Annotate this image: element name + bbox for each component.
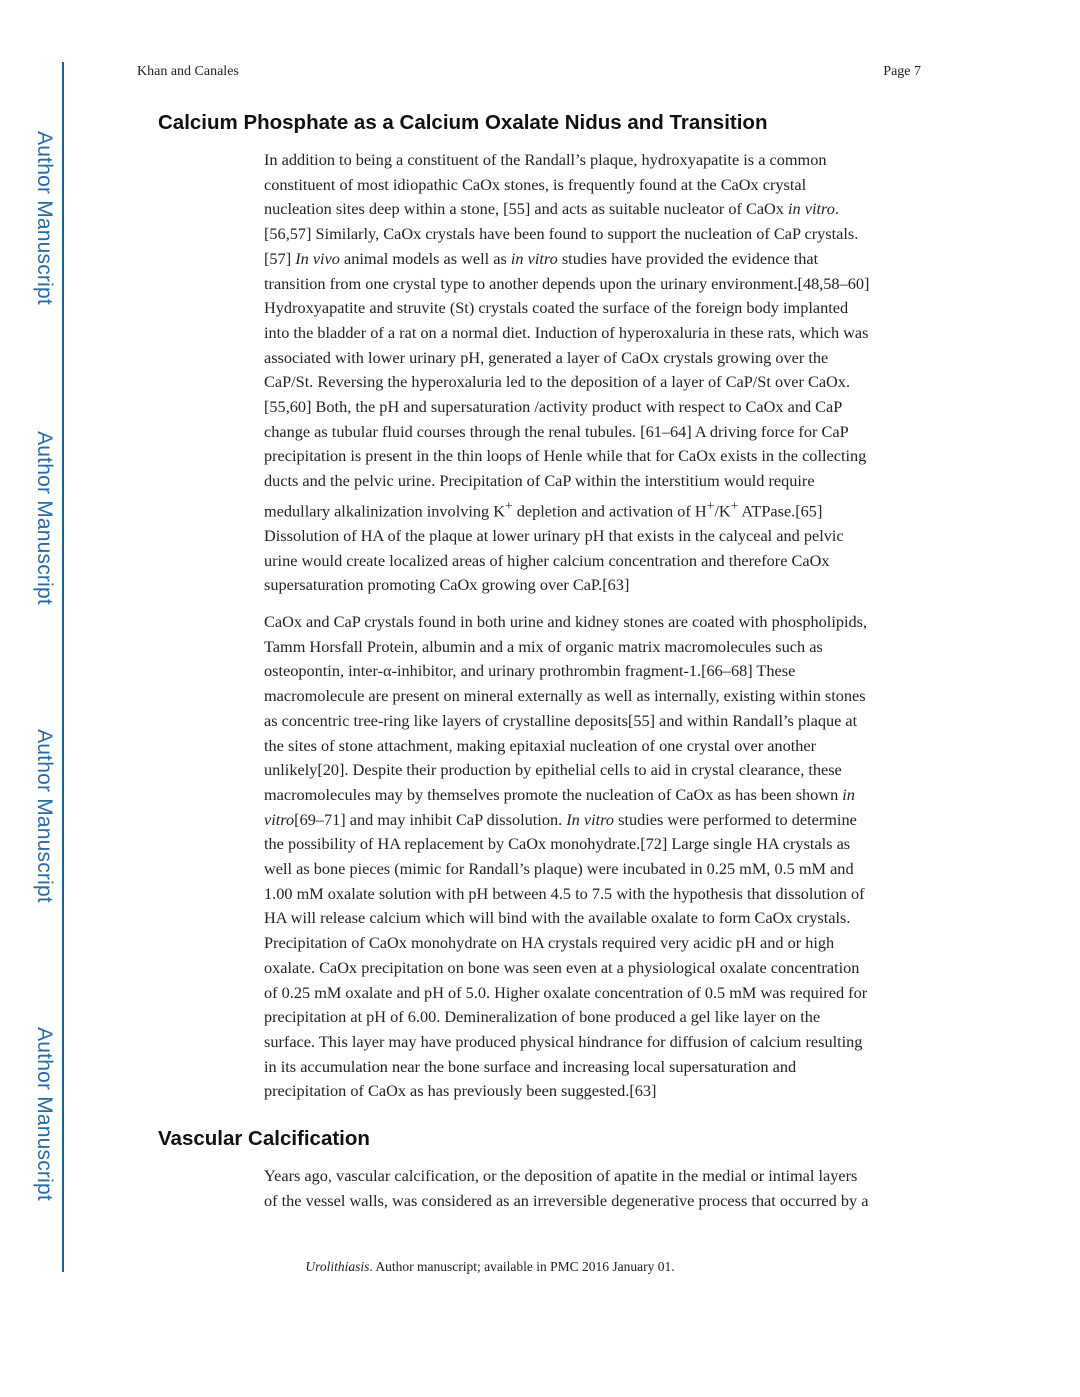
text-line: In addition to being a constituent of the Randall’s plaque, hydroxyapatite is a common: [264, 150, 827, 169]
text-line: macromolecules may by themselves promote the nucleation of CaOx as has been shown in: [264, 784, 855, 804]
text-line: CaP/St. Reversing the hyperoxaluria led to the deposition of a layer of CaP/St over CaOx.: [264, 372, 851, 392]
text-line: precipitation is present in the thin loops of Henle while that for CaOx exists in the collecting: [264, 446, 867, 466]
footer-text: . Author manuscript; available in PMC 2016 January 01.: [369, 1259, 675, 1274]
text-line: Tamm Horsfall Protein, albumin and a mix of organic matrix macromolecules such as: [264, 636, 823, 656]
text-line: [57] In vivo animal models as well as in vitro studies have provided the evidence that: [264, 248, 819, 268]
text-line: nucleation sites deep within a stone, [55] and acts as suitable nucleator of CaOx in vitro.: [264, 199, 839, 219]
text-line: HA will release calcium which will bind with the available oxalate to form CaOx crystals.: [264, 908, 851, 928]
footer-citation: [0, 1259, 980, 1275]
text-line: macromolecule are present on mineral externally as well as internally, existing within stones: [264, 686, 866, 706]
text-line: Hydroxyapatite and struvite (St) crystals coated the surface of the foreign body implanted: [264, 298, 849, 318]
text-line: [55,60] Both, the pH and supersaturation /activity product with respect to CaOx and CaP: [264, 397, 843, 417]
running-head-authors: Khan and Canales: [137, 64, 239, 79]
text-line: [56,57] Similarly, CaOx crystals have been found to support the nucleation of CaP crystals.: [264, 224, 859, 244]
text-line: supersaturation promoting CaOx growing over CaP.[63]: [264, 575, 630, 595]
text-line: of 0.25 mM oxalate and pH of 5.0. Higher oxalate concentration of 0.5 mM was required for: [264, 982, 868, 1002]
text-line: unlikely[20]. Despite their production by epithelial cells to aid in crystal clearance, these: [264, 760, 842, 780]
text-line: constituent of most idiopathic CaOx stones, is frequently found at the CaOx crystal: [264, 174, 807, 194]
text-line: Years ago, vascular calcification, or the deposition of apatite in the medial or intimal layers: [264, 1166, 858, 1185]
section-heading: Calcium Phosphate as a Calcium Oxalate Nidus and Transition: [158, 111, 768, 134]
text-line: of the vessel walls, was considered as an irreversible degenerative process that occurred by a: [264, 1190, 869, 1210]
text-line: as concentric tree-ring like layers of crystalline deposits[55] and within Randall’s plaque at: [264, 710, 858, 730]
text-line: 1.00 mM oxalate solution with pH between 4.5 to 7.5 with the hypothesis that dissolution of: [264, 883, 865, 903]
paragraph: [264, 1164, 924, 1213]
text-line: into the bladder of a rat on a normal diet. Induction of hyperoxaluria in these rats, which was: [264, 322, 869, 342]
text-line: the possibility of HA replacement by CaOx monohydrate.[72] Large single HA crystals as: [264, 834, 851, 854]
text-line: oxalate. CaOx precipitation on bone was seen even at a physiological oxalate concentration: [264, 957, 860, 977]
running-head: [137, 64, 921, 80]
text-line: associated with lower urinary pH, generated a layer of CaOx crystals growing over the: [264, 347, 829, 367]
paragraph: [264, 148, 924, 598]
text-line: the sites of stone attachment, making epitaxial nucleation of one crystal over another: [264, 735, 817, 755]
page-number: Page 7: [883, 64, 921, 79]
footer-journal: Urolithiasis: [305, 1259, 370, 1274]
text-line: ducts and the pelvic urine. Precipitation of CaP within the interstitium would require: [264, 471, 815, 491]
paragraph: [264, 610, 924, 1104]
text-line: vitro[69–71] and may inhibit CaP dissolution. In vitro studies were performed to determine: [264, 809, 857, 829]
text-line: precipitation of CaOx as has previously been suggested.[63]: [264, 1081, 657, 1101]
text-line: medullary alkalinization involving K+ depletion and activation of H+/K+ ATPase.[65]: [264, 497, 823, 521]
text-line: precipitation at pH of 6.00. Demineralization of bone produced a gel like layer on the: [264, 1007, 821, 1027]
text-line: transition from one crystal type to another depends upon the urinary environment.[48,58–60]: [264, 273, 870, 293]
sidebar-rule: [62, 62, 64, 1272]
text-line: surface. This layer may have produced physical hindrance for diffusion of calcium resulting: [264, 1031, 863, 1051]
text-line: urine would create localized areas of higher calcium concentration and therefore CaOx: [264, 550, 830, 570]
text-line: Precipitation of CaOx monohydrate on HA crystals required very acidic pH and or high: [264, 933, 835, 953]
text-line: osteopontin, inter-α-inhibitor, and urinary prothrombin fragment-1.[66–68] These: [264, 661, 796, 681]
section-heading: Vascular Calcification: [158, 1127, 370, 1150]
text-line: change as tubular fluid courses through the renal tubules. [61–64] A driving force for CaP: [264, 421, 849, 441]
text-line: CaOx and CaP crystals found in both urine and kidney stones are coated with phospholipids,: [264, 612, 868, 631]
text-line: well as bone pieces (mimic for Randall’s plaque) were incubated in 0.25 mM, 0.5 mM and: [264, 859, 854, 879]
text-line: Dissolution of HA of the plaque at lower urinary pH that exists in the calyceal and pelvic: [264, 525, 844, 545]
text-line: in its accumulation near the bone surface and increasing local supersaturation and: [264, 1056, 797, 1076]
